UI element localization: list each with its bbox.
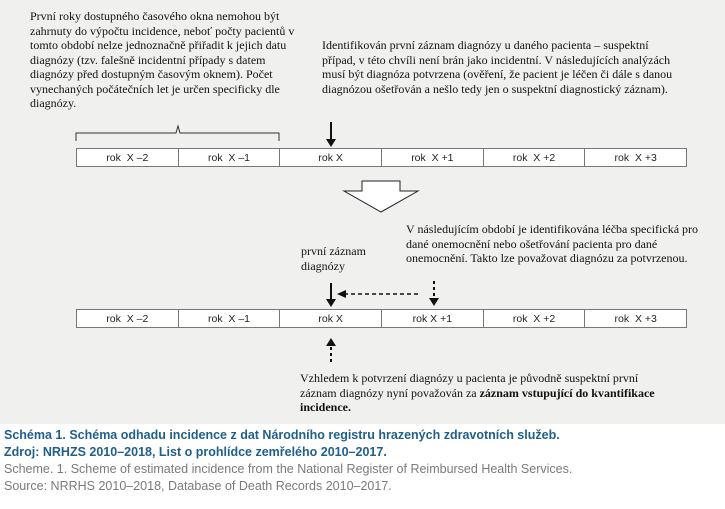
timeline-top-cell: rok X +1 xyxy=(382,149,484,166)
timeline-bottom-cell: rok X +2 xyxy=(484,310,586,327)
caption-en-title: Scheme. 1. Scheme of estimated incidence from the National Register of Reimbursed Health Services. xyxy=(4,462,573,476)
timeline-bottom-cell: rok X +1 xyxy=(382,310,484,327)
timeline-bottom-cell: rok X +3 xyxy=(614,312,657,325)
arrow-down-first-record-top xyxy=(326,122,336,147)
label-first-record: první záznam diagnózy xyxy=(301,244,366,273)
note-incidence-entry-bold: záznam vstupující do kvantifikace incidence. xyxy=(300,385,655,414)
timeline-top-cell: rok X xyxy=(280,149,382,166)
timeline-top-cell: rok X –2 xyxy=(77,149,179,166)
note-treatment-confirmation: V následujícím období je identifikována léčba specifická pro dané onemocnění nebo ošetřování pacienta pro dané onemocnění. Takto lze považovat diagnózu za potvrzenou. xyxy=(406,222,699,265)
arrow-down-first-record-bottom xyxy=(326,283,336,307)
big-down-arrow xyxy=(344,181,418,212)
note-first-record-suspect: Identifikován první záznam diagnózy u daného pacienta – suspektní případ, v této chvíli není brán jako incidentní. V následujících analýzách musí být diagnóza potvrzena (ověření, že pacient je léčen či dále s danou diagnózou ošetřován a nešlo tedy jen o suspektní diagnostický záznam). xyxy=(322,38,673,96)
timeline-bottom-cell: rok X xyxy=(280,310,382,327)
timeline-top-cell: rok X +2 xyxy=(484,149,586,166)
caption-cz-source: Zdroj: NRHZS 2010–2018, List o prohlídce zemřelého 2010–2017. xyxy=(4,445,387,459)
brace-excluded-years xyxy=(76,126,279,141)
figure-caption xyxy=(4,427,720,495)
timeline-top-cell: rok X +3 xyxy=(614,151,657,164)
dashed-arrow-left xyxy=(337,290,418,298)
note-excluded-years: První roky dostupného časového okna nemohou být zahrnuty do výpočtu incidence, neboť počty pacientů v tomto období nelze jednoznačně přiřadit k jejich datu diagnózy (tzv. falešně incidentní případy s datem diagnózy před dostupným časovým oknem). Počet vynechaných počátečních let je určen specificky dle diagnózy. xyxy=(30,9,295,110)
caption-en-source: Source: NRRHS 2010–2018, Database of Death Records 2010–2017. xyxy=(4,479,392,493)
note-incidence-entry-text: Vzhledem k potvrzení diagnózy u pacienta je původně suspektní první záznam diagnózy nyní považován za xyxy=(300,371,639,400)
timeline-bottom-cell: rok X –2 xyxy=(77,310,179,327)
dashed-arrow-down-treatment xyxy=(429,281,439,306)
dashed-arrow-up-incidence xyxy=(326,338,336,364)
caption-cz-title: Schéma 1. Schéma odhadu incidence z dat Národního registru hrazených zdravotních služeb. xyxy=(4,428,560,442)
timeline-bottom-cell: rok X –1 xyxy=(179,310,281,327)
timeline-top-cell: rok X –1 xyxy=(179,149,281,166)
